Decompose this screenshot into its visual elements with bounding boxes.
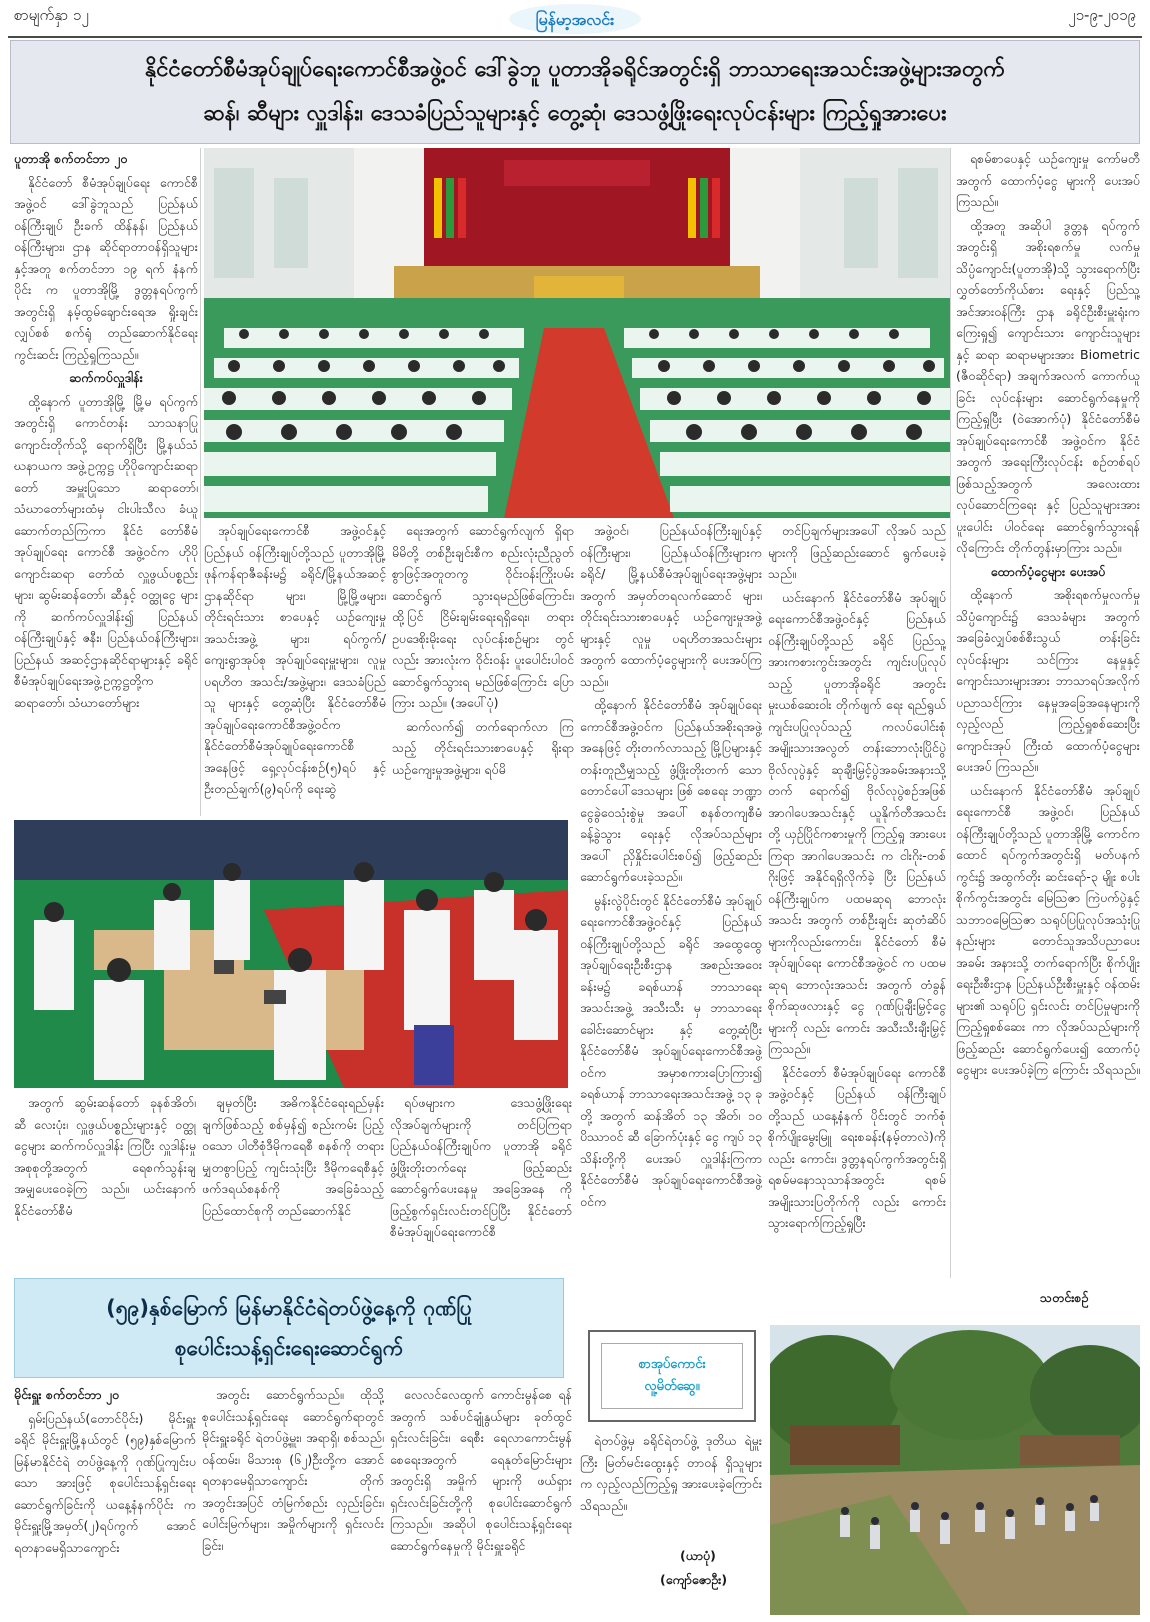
lead-paragraph: ထို့နောက် နိုင်ငံတော်စီမံ အုပ်ချုပ်ရေးကောင်စီအဖွဲ့ဝင်က ပြည်နယ်အစိုးရအဖွဲ့ အနေဖြင့် တိုးတက်လာသည့် မြို့ပြများနှင့် တန်းတူညီမျှသည့် ဖွံ့ဖြိုးတိုးတက် သော တောင်ပေါ်ဒေသများ ဖြစ် စေရေး ဘဏ္ဍာငွေခွဲဝေသုံးစွဲမှု အပေါ် စနစ်တကျစီမံခန့်ခွဲသွား ရေးနှင့် လိုအပ်သည်များအပေါ် ညှိနှိုင်းပေါင်းစပ်၍ ဖြည့်ဆည်း ဆောင်ရွက်ပေးခဲ့သည်။ [580, 697, 762, 884]
lead-headline-line-1: နိုင်ငံတော်စီမံအုပ်ချုပ်ရေးကောင်စီအဖွဲ့ဝင် ဒေါ်ခွဲဘူ ပူတာအိုခရိုင်အတွင်းရှိ ဘာသာရေးအသင်းအဖွဲ့များအတွက် [144, 57, 1006, 82]
lead-paragraph: ယင်းနောက် နိုင်ငံတော်စီမံ အုပ်ချုပ်ရေးကောင်စီအဖွဲ့ဝင်နှင့် ပြည်နယ်ဝန်ကြီးချုပ်တို့သည် ခရိုင် ပြည်သူ့အားကစားကွင်းအတွင်း ကျင်းပပြုလုပ်သည့် ပူတာအိုခရိုင် အတွင်း မှုးယစ်ဆေးဝါး တိုက်ဖျက် ရေး ရည်ရွယ်ကျင်းပပြုလုပ်သည့် ကလပ်ပေါင်းစုံ အမျိုးသားအလွတ် တန်းဘောလုံးပြိုင်ပွဲ ဗိုလ်လုပွဲနှင့် ဆုချီးမြှင့်ပွဲအခမ်းအနားသို့ တက် ရောက်၍ ဗိုလ်လုပွဲစဉ်အဖြစ် အာဂါပေအသင်းနှင့် ယူနိုက်တီအသင်း တို့ ယှဉ်ပြိုင်ကစားမှုကို ကြည့်ရှု အားပေးကြရာ အာဂါပေအသင်း က ငါးဂိုး-တစ်ဂိုးဖြင့် အနိုင်ရရှိလိုက်ခဲ့ ပြီး ပြည်နယ်ဝန်ကြီးချုပ်က ပထမဆုရ ဘောလုံးအသင်း အတွက် တစ်ဦးချင်း ဆုတံဆိပ် များကိုလည်းကောင်း၊ နိုင်ငံတော် စီမံအုပ်ချုပ်ရေး ကောင်စီအဖွဲ့ဝင် က ပထမဆုရ ဘောလုံးအသင်း အတွက် တံခွန်စိုက်ဆုဖလားနှင့် ငွေ ဂုဏ်ပြုချီးမြှင့်ငွေများကို လည်း ကောင်း အသီးသီးချီးမြှင့်ကြသည်။ [768, 589, 946, 1056]
second-headline-line-2: စုပေါင်းသန့်ရှင်းရေးဆောင်ရွက် [174, 1336, 404, 1360]
second-paragraph: လေလင်လေထွက် ကောင်းမွန်စေ ရန်အတွက် သစ်ပင်ချုံနွယ်များ ခုတ်ထွင်ရှင်းလင်းခြင်း၊ ရေစီး ရေလာကောင်းမွန်စေရေးအတွက် ရေနုတ်မြောင်းများအတွင်းရှိ အမှိုက် များကို ဖယ်ရှားရှင်းလင်းခြင်းတို့ကို စုပေါင်းဆောင်ရွက်ကြသည်။ အဆိုပါ စုပေါင်းသန့်ရှင်းရေး ဆောင်ရွက်နေမှုကို မိုင်းရှူးခရိုင် [390, 1387, 572, 1553]
second-paragraph: ရဲတပ်ဖွဲ့မှ ခရိုင်ရဲတပ်ဖွဲ့ ဒုတိယ ရဲမှူးကြီး မြတ်မင်းထွေးနှင့် တာဝန် ရှိသူများက လှည့်လည်ကြည့်ရှု အားပေးခဲ့ကြောင်း သိရသည်။ [580, 1433, 762, 1513]
lead-paragraph: အုပ်ချုပ်ရေးကောင်စီ အဖွဲ့ဝင်နှင့် ပြည်နယ် ဝန်ကြီးချုပ်တို့သည် ပူတာအိုမြို့ ဖုန်ကန်ရာဇီခန်းမ၌ ခရိုင်/မြို့နယ်အဆင့် ဌာနဆိုင်ရာ များ၊ မြို့မြို့ဖများ၊ တိုင်းရင်းသား စာပေနှင့် ယဉ်ကျေးမှုအသင်းအဖွဲ့ များ၊ ရပ်ကွက်/ ကျေးရွာအုပ်စု အုပ်ချုပ်ရေးမှူးများ၊ လူမှုပရဟိတ အသင်း/အဖွဲ့များ၊ ဒေသခံပြည်သူ များနှင့် တွေ့ဆုံပြီး နိုင်ငံတော်စီမံ အုပ်ချုပ်ရေးကောင်စီအဖွဲ့ဝင်က နိုင်ငံတော်စီမံအုပ်ချုပ်ရေးကောင်စီ အနေဖြင့် ရှေ့လုပ်ငန်းစဉ်(၅)ရပ် နှင့် ဦးတည်ချက်(၉)ရပ်ကို ရေးဆွဲ [204, 523, 386, 796]
lead-paragraph: နိုင်ငံတော် စီမံအုပ်ချုပ်ရေး ကောင်စီအဖွဲ့ဝင်နှင့် ပြည်နယ် ဝန်ကြီးချုပ်တို့သည် ယနေ့နံနက် ပိုင်းတွင် ဘက်စုံစိုက်ပျိုးမွေးမြူ ရေးစခန်း(နမ့်တာလဲ)ကို လည်း ကောင်း၊ ဒွတ္တနရပ်ကွက်အတွင်းရှိ ရစမ်မနောသုသာန်အတွင်း ရစမ် အမျိုးသားပြတိုက်ကို လည်း ကောင်း သွားရောက်ကြည့်ရှုပြီး [768, 1064, 946, 1230]
lead-column-5 [768, 520, 946, 1268]
second-headline-line-1: (၅၉)နှစ်မြောက် မြန်မာနိုင်ငံရဲတပ်ဖွဲ့နေ့ကို ဂုဏ်ပြု [106, 1296, 472, 1320]
motto-line-1: စာအုပ်ကောင်း [638, 1357, 706, 1372]
motto-line-2: လူ့မိတ်ဆွေ။ [644, 1379, 700, 1394]
lead-dateline: ပူတာအို စက်တင်ဘာ ၂၀ [14, 151, 128, 166]
column-rule [200, 148, 201, 816]
photo-position-note: (ယာပုံ) [680, 1548, 716, 1563]
second-headline [14, 1278, 564, 1378]
lead-headline [10, 40, 1140, 144]
lead-paragraph: ယင်းနောက် နိုင်ငံတော်စီမံ အုပ်ချုပ်ရေးကောင်စီ အဖွဲ့ဝင်၊ ပြည်နယ် ဝန်ကြီးချုပ်တို့သည် ပူတာအိုမြို့ ကောင်ကထောင် ရပ်ကွက်အတွင်းရှိ မတ်ပနက်ကွင်း၌ အထွက်တိုး ဆင်းရော်-၃ မျိုး စပါး စိုက်ကွင်းအတွင်း မြေဩဇာ ကြဲပက်ပွဲနှင့် သဘာဝမြေဩဇာ သရုပ်ပြပြုလုပ်အသုံးပြုနည်းများ တောင်သူအသိပညာပေး အခမ်း အနားသို့ တက်ရောက်ပြီး စိုက်ပျိုး ရေးဦးစီးဌာန ပြည်နယ်ဦးစီးမှူးနှင့် ဝန်ထမ်းများ၏ သရုပ်ပြ ရှင်းလင်း တင်ပြမှုများကို ကြည့်ရှုစစ်ဆေး ကာ လိုအပ်သည်များကို ဖြည့်ဆည်း ဆောင်ရွက်ပေး၍ ထောက်ပံ့ငွေများ ပေးအပ်ခဲ့ကြ ကြောင်း သိရသည်။ [956, 782, 1140, 1077]
lead-paragraph: မွန်းလွဲပိုင်းတွင် နိုင်ငံတော်စီမံ အုပ်ချုပ်ရေးကောင်စီအဖွဲ့ဝင်နှင့် ပြည်နယ်ဝန်ကြီးချုပ်တို့သည် ခရိုင် အထွေထွေအုပ်ချုပ်ရေးဦးစီးဌာန အစည်းအဝေးခန်းမ၌ ခရစ်ယာန် ဘာသာရေးအသင်းအဖွဲ့ အသီးသီး မှ ဘာသာရေးခေါင်းဆောင်များ နှင့် တွေ့ဆုံပြီး နိုင်ငံတော်စီမံ အုပ်ချုပ်ရေးကောင်စီအဖွဲ့ဝင်က အမှာစကားပြောကြား၍ ခရစ်ယာန် ဘာသာရေးအသင်းအဖွဲ့ ၁၃ ခုတို့ အတွက် ဆန်အိတ် ၁၃ အိတ်၊ ၁၀ ပိဿာဝင် ဆီ ခြောက်ပုံးနှင့် ငွေ ကျပ် ၁၃ သိန်းတို့ကို ပေးအပ် လှူဒါန်းကြကာ နိုင်ငံတော်စီမံ အုပ်ချုပ်ရေးကောင်စီအဖွဲ့ဝင်က [580, 892, 762, 1209]
lead-column-4 [580, 520, 762, 1268]
header-rule [8, 36, 1142, 38]
second-column-3 [390, 1384, 572, 1616]
lead-byline: သတင်းစဉ် [1040, 1290, 1089, 1305]
page-number: စာမျက်နှာ ၁၂ [14, 6, 89, 24]
lead-headline-line-2: ဆန်၊ ဆီများ လှူဒါန်း၊ ဒေသခံပြည်သူများနှင့် တွေ့ဆုံ၊ ဒေသဖွံ့ဖြိုးရေးလုပ်ငန်းများ ကြည့်ရှုအားပေး [203, 101, 947, 126]
motto-inner [601, 1343, 743, 1409]
second-paragraph: အတွင်း ဆောင်ရွက်သည်။ ထိုသို့ စုပေါင်းသန့်ရှင်းရေး ဆောင်ရွက်ရာတွင် မိုင်းရှူးခရိုင် ရဲတပ်ဖွဲ့မှူး၊ အရာရှိ၊ စစ်သည်၊ ဝန်ထမ်း၊ မိသားစု (၆၂)ဦးတို့က အောင် ရတနာမေရှိသာကျောင်း တိုက်အတွင်းအပြင် တံမြက်စည်း လှည်းခြင်း၊ ပေါင်းမြက်များ၊ အမှိုက်များကို ရှင်းလင်းခြင်း၊ [202, 1387, 384, 1553]
lead-paragraph: ရစမ်စာပေနှင့် ယဉ်ကျေးမှု ကော်မတီအတွက် ထောက်ပံ့ငွေ များကို ပေးအပ်ကြသည်။ [956, 151, 1140, 209]
second-column-1 [14, 1384, 196, 1616]
registration-photo [14, 820, 568, 1088]
lead-paragraph: ရပ်ဖများက ဒေသဖွံ့ဖြိုးရေး လိုအပ်ချက်များကို တင်ပြကြရာ ပြည်နယ်ဝန်ကြီးချုပ်က ပူတာအို ခရိုင်ဖွံ့ဖြိုးတိုးတက်ရေး ဖြည့်ဆည်း ဆောင်ရွက်ပေးနေမှု အခြေအနေ ကို ဖြည့်စွက်ရှင်းလင်းတင်ပြပြီး နိုင်ငံတော်စီမံအုပ်ချုပ်ရေးကောင်စီ [390, 1095, 572, 1239]
masthead-logo [505, 2, 645, 36]
cleanup-field-photo [770, 1325, 1140, 1615]
lead-paragraph: ထို့အတူ အဆိုပါ ဒွတ္တန ရပ်ကွက်အတွင်းရှိ အစိုးရစက်မှု လက်မှုသိပ္ပံကျောင်း(ပူတာအို)သို့ သွားရောက်ပြီး လွှတ်တော်ကိုယ်စား ရေးနှင့် ပြည်သူ့အင်အားဝန်ကြီး ဌာန ခရိုင်ဦးစီးမှူးရုံးက ကြေးရှု၍ ကျောင်းသား ကျောင်းသူများနှင့် ဆရာ ဆရာမများအား Biometric (ဇီဝဆိုင်ရာ) အချက်အလက် ကောက်ယူခြင်း လုပ်ငန်းများ ဆောင်ရွက်နေမှုကို ကြည့်ရှုပြီး (ဝဲအောက်ပုံ) နိုင်ငံတော်စီမံ အုပ်ချုပ်ရေးကောင်စီ အဖွဲ့ဝင်က နိုင်ငံအတွက် အရေးကြီးလုပ်ငန်း စဉ်တစ်ရပ် ဖြစ်သည့်အတွက် အလေးထား လုပ်ဆောင်ကြရေး နှင့် ပြည်သူများအား ပူးပေါင်း ပါဝင်ရေး ဆောင်ရွက်သွားရန် လိုကြောင်း တိုက်တွန်းမှာကြား သည်။ [956, 217, 1140, 555]
second-paragraph: ရှမ်းပြည်နယ်(တောင်ပိုင်း) မိုင်းရှူးခရိုင် မိုင်းရှူးမြို့နယ်တွင် (၅၉)နှစ်မြောက် မြန်မာနိုင်ငံရဲ တပ်ဖွဲ့နေ့ကို ဂုဏ်ပြုကျင်းပသော အားဖြင့် စုပေါင်းသန့်ရှင်းရေး ဆောင်ရွက်ခြင်းကို ယနေ့နံနက်ပိုင်း က မိုင်းရှူးမြို့အမှတ်(၂)ရပ်ကွက် အောင်ရတနာမေရှိသာကျောင်း [14, 1410, 196, 1555]
meeting-hall-photo [204, 148, 950, 518]
lead-paragraph: အဖွဲ့ဝင်၊ ပြည်နယ်ဝန်ကြီးချုပ်နှင့် ဝန်ကြီးများ၊ ပြည်နယ်ဝန်ကြီးများက ခရိုင်/ မြို့နယ်စီမံအုပ်ချုပ်ရေးအဖွဲ့များ အတွက် အမှတ်တရလက်ဆောင် များ၊ တိုင်းရင်းသားစာပေနှင့် ယဉ်ကျေးမှုအဖွဲ့များနှင့် လူမှု ပရဟိတအသင်းများ အတွက် ထောက်ပံ့ငွေများကို ပေးအပ်ကြ သည်။ [580, 523, 762, 689]
lead-paragraph: ထို့နောက် ပူတာအိုမြို့ မြို့မ ရပ်ကွက်အတွင်းရှိ ကောင်တန်း သာသနာပြု ကျောင်းတိုက်သို့ ရောက်ရှိပြီး မြို့နယ်သံဃနာယက အဖွဲ့ဥက္ကဋ္ဌ ဟိုပိုကျောင်းဆရာ တော် အမှူးပြုသော ဆရာတော်၊ သံဃာတော်များထံမှ ငါးပါးသီလ ခံယူဆောက်တည်ကြကာ နိုင်ငံ တော်စီမံအုပ်ချုပ်ရေး ကောင်စီ အဖွဲ့ဝင်က ဟိုပိုကျောင်းဆရာ တော်ထံ လှူဖွယ်ပစ္စည်းများ၊ ဆွမ်းဆန်တော်၊ ဆီနှင့် ဝတ္ထုငွေ များကို ဆက်ကပ်လှူဒါန်း၍ ပြည်နယ်ဝန်ကြီးချုပ်နှင့် ဇနီး၊ ပြည်နယ်ဝန်ကြီးများ၊ ပြည်နယ် အဆင့်ဌာနဆိုင်ရာများနှင့် ခရိုင် စီမံအုပ်ချုပ်ရေးအဖွဲ့ဥက္ကဋ္ဌတို့က ဆရာတော်၊ သံဃာတော်များ [14, 393, 198, 710]
second-dateline: မိုင်းရှူး စက်တင်ဘာ ၂၀ [14, 1387, 120, 1402]
lead-band-col-1 [14, 1092, 196, 1272]
motto-box [588, 1330, 756, 1422]
lead-paragraph: တင်ပြချက်များအပေါ် လိုအပ် သည်များကို ဖြည့်ဆည်းဆောင် ရွက်ပေးခဲ့သည်။ [768, 523, 946, 581]
second-column-4 [580, 1430, 762, 1540]
lead-paragraph: ချမှတ်ပြီး အဓိကနိုင်ငံရေးရည်မှန်း ချက်ဖြစ်သည့် စစ်မှန်၍ စည်းကမ်း ပြည့်ဝသော ပါတီစုံဒီမိုကရေစီ စနစ်ကို တရားမျှတစွာပြည့် ကျင်းသုံးပြီး ဒီမိုကရေစီနှင့် ဖက်ဒရယ်စနစ်ကို အခြေခံသည့် ပြည်ထောင်စုကို တည်ဆောက်နိုင် [202, 1095, 384, 1218]
lead-band-col-2 [202, 1092, 384, 1272]
subheading-grants: ထောက်ပံ့ငွေများ ပေးအပ် [990, 563, 1106, 579]
second-column-2 [202, 1384, 384, 1616]
lead-column-3 [392, 520, 574, 816]
second-byline: (ကျော်ဇောဦး) [660, 1572, 728, 1587]
lead-paragraph: ဆက်လက်၍ တက်ရောက်လာ ကြသည့် တိုင်းရင်းသားစာပေနှင့် ရိုးရာယဉ်ကျေးမှုအဖွဲ့များ၊ ရပ်မိ [392, 718, 574, 777]
lead-paragraph: နိုင်ငံတော် စီမံအုပ်ချုပ်ရေး ကောင်စီအဖွဲ့ဝင် ဒေါ်ခွဲဘူသည် ပြည်နယ်ဝန်ကြီးချုပ် ဦးခက် ထိန်နန်၊ ပြည်နယ်ဝန်ကြီးများ၊ ဌာန ဆိုင်ရာတာဝန်ရှိသူများနှင့်အတူ စက်တင်ဘာ ၁၉ ရက် နံနက်ပိုင်း က ပူတာအိုမြို့ ဒွတ္တနရပ်ကွက် အတွင်းရှိ နမ့်ထွမ်ချောင်းရေအ ရှိုးချင်းလျှပ်စစ် စက်ရုံ တည်ဆောက်နိုင်ရေး ကွင်းဆင်း ကြည့်ရှုကြသည်။ [14, 174, 198, 362]
lead-paragraph: အတွက် ဆွမ်းဆန်တော် ခုနစ်အိတ်၊ ဆီ လေးပုံး၊ လှူဖွယ်ပစ္စည်းများနှင့် ဝတ္ထုငွေများ ဆက်ကပ်လှူဒါန်း ကြပြီး လှူဒါန်းမှုအစုစုတို့အတွက် ရေစက်သွန်းချ အမျှပေးဝေခဲ့ကြ သည်။ ယင်းနောက် နိုင်ငံတော်စီမံ [14, 1095, 196, 1218]
lead-paragraph: ရေးအတွက် ဆောင်ရွက်လျက် ရှိရာ မိမိတို့ တစ်ဦးချင်းစီက စည်းလုံးညီညွတ်စွာဖြင့်အတူတကွ ဝိုင်းဝန်းကြိုးပမ်း ဆောင်ရွက် သွားရမည်ဖြစ်ကြောင်း၊ ထို့ပြင် ငြိမ်းချမ်းရေးရရှိရေး၊ တရား ဥပဒေစိုးမိုးရေး လုပ်ငန်းစဉ်များ တွင်လည်း အားလုံးက ဝိုင်းဝန်း ပူးပေါင်းပါဝင် ဆောင်ရွက်သွားရ မည်ဖြစ်ကြောင်း ပြောကြား သည်။ (အပေါ်ပုံ) [392, 523, 574, 710]
subheading-donation: ဆက်ကပ်လှူဒါန်း [69, 370, 143, 385]
lead-band-col-3 [390, 1092, 572, 1272]
lead-column-1 [14, 148, 198, 816]
lead-paragraph: ထို့နောက် အစိုးရစက်မှုလက်မှု သိပ္ပံကျောင်း၌ ဒေသခံများ အတွက် အခြေခံလျှပ်စစ်စီးသွယ် တန်းခြင်းလုပ်ငန်းများ သင်ကြား နေမှုနှင့် ကျောင်းသားများအား ဘာသာရပ်အလိုက်ပညာသင်ကြား နေမှုအခြေအနေများကိုလှည့်လည် ကြည့်ရှုစစ်ဆေးပြီး ကျောင်းအုပ် ကြီးထံ ထောက်ပံ့ငွေများ ပေးအပ် ကြသည်။ [956, 587, 1140, 774]
svg-text:မြန်မာ့အလင်း: မြန်မာ့အလင်း [535, 10, 615, 29]
issue-date: ၂၁-၉-၂၀၁၉ [1068, 6, 1136, 24]
lead-column-2 [204, 520, 386, 816]
lead-column-6 [956, 148, 1140, 1278]
column-rule [950, 148, 951, 1278]
